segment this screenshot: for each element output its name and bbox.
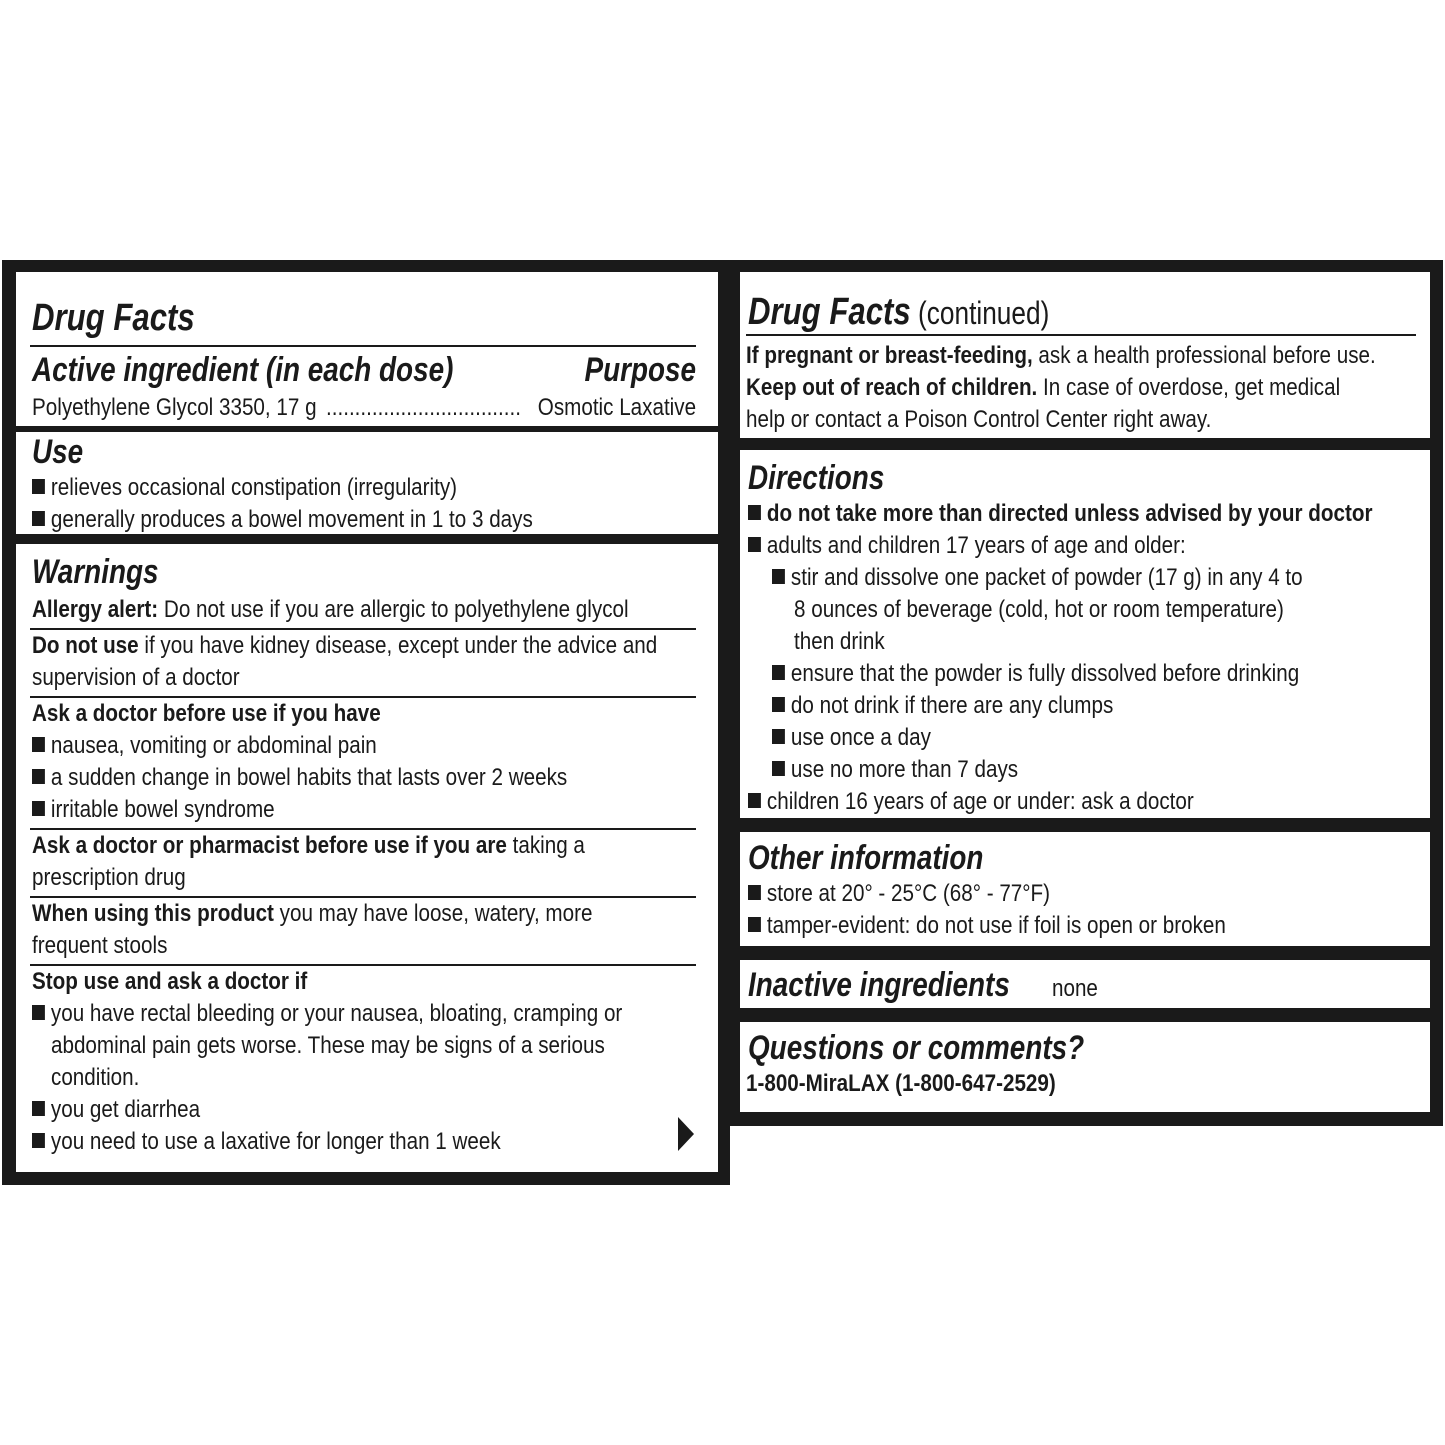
ask-pharmacist-line-2: prescription drug — [32, 864, 186, 891]
bullet-icon — [32, 769, 45, 784]
warnings-section — [16, 544, 718, 1172]
bullet-icon — [748, 885, 761, 900]
directions-sub-item: use no more than 7 days — [772, 754, 1018, 786]
right-column — [728, 260, 1443, 1126]
when-using-line-2: frequent stools — [32, 932, 168, 959]
directions-sub-item-line-3: then drink — [794, 628, 885, 655]
allergy-alert: Allergy alert: Do not use if you are allergic to polyethylene glycol — [32, 596, 629, 623]
ask-pharmacist: Ask a doctor or pharmacist before use if you are taking a — [32, 832, 585, 859]
ingredient-name: Polyethylene Glycol 3350, 17 g — [32, 394, 317, 421]
bullet-icon — [772, 761, 785, 776]
ask-item: nausea, vomiting or abdominal pain — [32, 730, 377, 762]
bullet-icon — [772, 729, 785, 744]
bullet-icon — [32, 1133, 45, 1148]
inactive-ingredients-value: none — [1052, 975, 1098, 1002]
directions-sub-item-line-2: 8 ounces of beverage (cold, hot or room temperature) — [794, 596, 1284, 623]
directions-sub-item: stir and dissolve one packet of powder (17 g) in any 4 to — [772, 562, 1303, 594]
questions-title: Questions or comments? — [748, 1029, 1085, 1067]
directions-sub-item: do not drink if there are any clumps — [772, 690, 1113, 722]
other-item: tamper-evident: do not use if foil is open or broken — [748, 910, 1226, 942]
stop-item: you get diarrhea — [32, 1094, 200, 1126]
drug-facts-continued-title: Drug Facts (continued) — [748, 291, 1050, 333]
left-column — [2, 260, 730, 1185]
questions-section — [740, 1022, 1430, 1112]
title-rule — [746, 334, 1416, 336]
inactive-ingredients-title: Inactive ingredients — [748, 966, 1010, 1004]
ingredient-dots: .................................. — [326, 394, 521, 421]
other-information-title: Other information — [748, 839, 984, 877]
purpose-heading: Purpose — [584, 351, 696, 389]
bullet-icon — [772, 665, 785, 680]
active-ingredient-heading: Active ingredient (in each dose) — [32, 351, 454, 389]
questions-phone: 1-800-MiraLAX (1-800-647-2529) — [746, 1070, 1056, 1097]
bullet-icon — [748, 917, 761, 932]
keep-out-of-reach: Keep out of reach of children. In case of overdose, get medical — [746, 374, 1341, 401]
when-using: When using this product you may have loose, watery, more — [32, 900, 593, 927]
use-item: generally produces a bowel movement in 1 to 3 days — [32, 504, 533, 534]
bullet-icon — [32, 479, 45, 494]
ask-item: irritable bowel syndrome — [32, 794, 275, 826]
bullet-icon — [772, 569, 785, 584]
stop-item: you need to use a laxative for longer than 1 week — [32, 1126, 501, 1158]
continued-section — [740, 272, 1430, 438]
ingredient-purpose: Osmotic Laxative — [537, 394, 696, 421]
directions-section — [740, 450, 1430, 818]
bullet-icon — [32, 1005, 45, 1020]
bullet-icon — [32, 1101, 45, 1116]
use-item: relieves occasional constipation (irregularity) — [32, 472, 457, 504]
warnings-title: Warnings — [32, 553, 159, 591]
inactive-ingredients-section — [740, 960, 1430, 1008]
use-title: Use — [32, 433, 84, 471]
directions-item: adults and children 17 years of age and older: — [748, 530, 1186, 562]
bullet-icon — [32, 737, 45, 752]
active-ingredient-section — [16, 272, 718, 426]
continue-arrow-icon — [678, 1117, 694, 1151]
bullet-icon — [748, 793, 761, 808]
other-information-section — [740, 832, 1430, 946]
do-not-use-line-2: supervision of a doctor — [32, 664, 240, 691]
pregnant-warning: If pregnant or breast-feeding, ask a health professional before use. — [746, 342, 1376, 369]
stop-item-line-2: abdominal pain gets worse. These may be signs of a serious — [51, 1032, 605, 1059]
keep-out-of-reach-line-2: help or contact a Poison Control Center right away. — [746, 406, 1212, 433]
drug-facts-label — [2, 260, 1443, 1185]
stop-use-heading: Stop use and ask a doctor if — [32, 968, 308, 995]
directions-item: children 16 years of age or under: ask a doctor — [748, 786, 1194, 818]
bullet-icon — [748, 537, 761, 552]
directions-sub-item: use once a day — [772, 722, 931, 754]
bullet-icon — [748, 505, 761, 520]
bullet-icon — [32, 801, 45, 816]
bullet-icon — [772, 697, 785, 712]
other-item: store at 20° - 25°C (68° - 77°F) — [748, 878, 1050, 910]
directions-title: Directions — [748, 459, 885, 497]
directions-item: do not take more than directed unless advised by your doctor — [748, 498, 1372, 530]
do-not-use: Do not use if you have kidney disease, except under the advice and — [32, 632, 658, 659]
bullet-icon — [32, 511, 45, 526]
use-section — [16, 432, 718, 534]
ask-item: a sudden change in bowel habits that lasts over 2 weeks — [32, 762, 567, 794]
stop-item: you have rectal bleeding or your nausea, bloating, cramping or — [32, 998, 622, 1030]
drug-facts-title: Drug Facts — [32, 297, 195, 339]
ask-doctor-heading: Ask a doctor before use if you have — [32, 700, 381, 727]
title-rule — [30, 345, 696, 347]
directions-sub-item: ensure that the powder is fully dissolved before drinking — [772, 658, 1299, 690]
stop-item-line-3: condition. — [51, 1064, 140, 1091]
